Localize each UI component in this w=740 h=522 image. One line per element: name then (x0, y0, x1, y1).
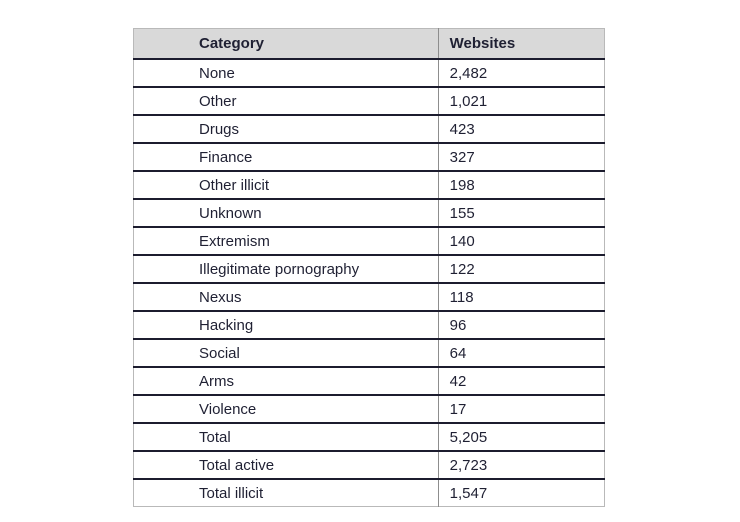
table-row (134, 59, 605, 87)
table-row (134, 283, 605, 311)
cell-category: Drugs (134, 115, 439, 143)
table-row (134, 451, 605, 479)
cell-category: Nexus (134, 283, 439, 311)
cell-websites: 5,205 (438, 423, 604, 451)
cell-websites: 2,723 (438, 451, 604, 479)
table-body (134, 59, 605, 507)
cell-category: Unknown (134, 199, 439, 227)
cell-websites: 96 (438, 311, 604, 339)
cell-websites: 327 (438, 143, 604, 171)
cell-websites: 1,547 (438, 479, 604, 507)
table-row (134, 423, 605, 451)
column-header-websites: Websites (438, 29, 604, 60)
cell-websites: 118 (438, 283, 604, 311)
table-row (134, 255, 605, 283)
table-header-row (134, 29, 605, 60)
table-row (134, 479, 605, 507)
column-header-category: Category (134, 29, 439, 60)
cell-websites: 140 (438, 227, 604, 255)
cell-websites: 155 (438, 199, 604, 227)
cell-websites: 2,482 (438, 59, 604, 87)
cell-websites: 423 (438, 115, 604, 143)
cell-category: Illegitimate pornography (134, 255, 439, 283)
table-row (134, 339, 605, 367)
cell-websites: 42 (438, 367, 604, 395)
cell-category: Other (134, 87, 439, 115)
table-row (134, 395, 605, 423)
cell-websites: 17 (438, 395, 604, 423)
cell-category: Social (134, 339, 439, 367)
cell-category: Extremism (134, 227, 439, 255)
cell-websites: 122 (438, 255, 604, 283)
cell-websites: 198 (438, 171, 604, 199)
table-row (134, 115, 605, 143)
cell-category: Total (134, 423, 439, 451)
table-row (134, 199, 605, 227)
cell-websites: 1,021 (438, 87, 604, 115)
table-row (134, 227, 605, 255)
websites-by-category-table (133, 28, 605, 507)
table-row (134, 171, 605, 199)
cell-category: Hacking (134, 311, 439, 339)
cell-websites: 64 (438, 339, 604, 367)
cell-category: Total active (134, 451, 439, 479)
table-header (134, 29, 605, 60)
table-row (134, 143, 605, 171)
cell-category: Total illicit (134, 479, 439, 507)
table-row (134, 87, 605, 115)
cell-category: Finance (134, 143, 439, 171)
table-row (134, 311, 605, 339)
cell-category: Violence (134, 395, 439, 423)
cell-category: Other illicit (134, 171, 439, 199)
cell-category: None (134, 59, 439, 87)
cell-category: Arms (134, 367, 439, 395)
table-row (134, 367, 605, 395)
